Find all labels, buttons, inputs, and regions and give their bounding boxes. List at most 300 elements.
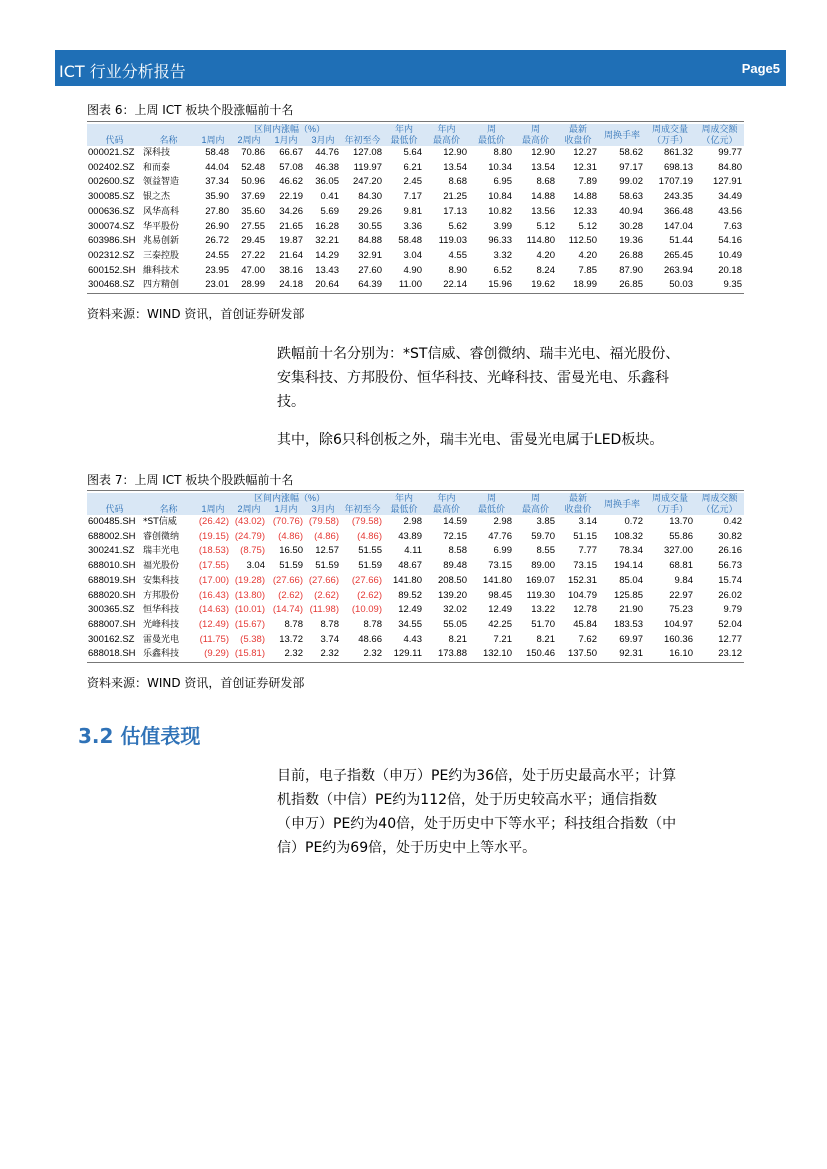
data-cell: 173.88: [424, 647, 469, 662]
data-cell: 13.43: [315, 264, 339, 276]
data-cell: 23.95: [205, 264, 229, 276]
data-cell: 4.43: [403, 633, 422, 645]
header-code: 代码: [87, 504, 142, 515]
table-row: [87, 205, 744, 220]
data-cell: 3.32: [493, 249, 512, 261]
data-cell: 99.77: [718, 147, 742, 158]
header-row-bottom: [87, 135, 744, 146]
data-cell: 26.85: [599, 278, 645, 293]
table1-top-rule: [87, 121, 744, 122]
data-cell: 8.78: [320, 618, 339, 630]
led-paragraph: 其中，除6只科创板之外，瑞丰光电、雷曼光电属于LED板块。: [277, 432, 664, 448]
header-row-top: [87, 124, 744, 135]
data-cell: 3.99: [493, 220, 512, 232]
data-cell: 21.64: [279, 249, 303, 261]
data-cell: 58.63: [619, 191, 643, 203]
data-cell: 3.85: [536, 516, 555, 527]
stock-code: 688002.SH: [88, 530, 136, 542]
data-cell: 12.31: [573, 161, 597, 173]
data-cell: 26.16: [718, 545, 742, 557]
data-cell: 5.12: [578, 220, 597, 232]
data-cell: 23.12: [695, 647, 744, 662]
data-cell: 58.62: [619, 147, 643, 158]
data-cell: 127.08: [352, 147, 382, 158]
data-cell: (79.58): [308, 516, 339, 527]
data-cell: 58.48: [398, 235, 422, 247]
stock-code: 002600.SZ: [88, 176, 135, 188]
paragraph-line: 机指数（中信）PE约为112倍，处于历史较高水平；通信指数: [277, 792, 658, 808]
paragraph-line: 安集科技、方邦股份、恒华科技、光峰科技、雷曼光电、乐鑫科: [277, 370, 669, 386]
data-cell: 5.12: [536, 220, 555, 232]
data-cell: 4.20: [536, 249, 555, 261]
valuation-paragraph: [277, 764, 749, 860]
data-cell: 37.34: [205, 176, 229, 188]
data-cell: 38.16: [279, 264, 303, 276]
data-cell: 10.49: [718, 249, 742, 261]
table-row: [87, 559, 744, 574]
data-cell: 59.70: [531, 530, 555, 542]
data-cell: 147.04: [663, 220, 693, 232]
data-cell: 27.80: [205, 205, 229, 217]
data-cell: 69.97: [619, 633, 643, 645]
data-cell: 87.90: [619, 264, 643, 276]
data-cell: 2.45: [403, 176, 422, 188]
data-cell: 10.34: [488, 161, 512, 173]
stock-code: 603986.SH: [88, 235, 136, 247]
data-cell: 26.88: [619, 249, 643, 261]
data-cell: (27.66): [272, 574, 303, 586]
data-cell: 51.55: [358, 545, 382, 557]
data-cell: (70.76): [272, 516, 303, 527]
data-cell: 12.90: [531, 147, 555, 158]
data-cell: 15.74: [718, 574, 742, 586]
data-cell: 21.90: [619, 604, 643, 616]
data-cell: 8.80: [493, 147, 512, 158]
header-amt-bottom: （亿元）: [695, 135, 744, 146]
data-cell: 73.15: [488, 560, 512, 572]
header-group-label: 区间内涨幅（%）: [195, 493, 384, 504]
data-cell: 72.15: [443, 530, 467, 542]
data-cell: 36.05: [315, 176, 339, 188]
data-cell: 13.70: [669, 516, 693, 527]
header-year_high-top: 年内: [424, 124, 469, 135]
data-cell: 8.90: [448, 264, 467, 276]
data-cell: 8.21: [448, 633, 467, 645]
data-cell: 8.78: [284, 618, 303, 630]
data-cell: 51.44: [669, 235, 693, 247]
data-cell: 16.28: [315, 220, 339, 232]
data-cell: 14.59: [443, 516, 467, 527]
data-cell: (9.29): [195, 647, 231, 662]
paragraph-line: （申万）PE约为40倍，处于历史中下等水平；科技组合指数（中: [277, 816, 677, 832]
header-amt-bottom: （亿元）: [695, 504, 744, 515]
data-cell: 6.99: [493, 545, 512, 557]
data-cell: 2.32: [305, 647, 341, 662]
data-cell: (11.98): [309, 604, 339, 616]
data-cell: 13.72: [279, 633, 303, 645]
data-cell: 5.64: [403, 147, 422, 158]
data-cell: 51.59: [279, 560, 303, 572]
data-cell: (18.53): [198, 545, 229, 557]
data-cell: 6.95: [493, 176, 512, 188]
data-cell: 27.22: [241, 249, 265, 261]
stock-name: 四方精创: [142, 278, 195, 293]
data-cell: 15.96: [469, 278, 514, 293]
data-cell: 32.91: [358, 249, 382, 261]
data-cell: 366.48: [663, 205, 693, 217]
table2-top-rule: [87, 490, 744, 491]
paragraph-line: 跌幅前十名分别为：*ST信威、睿创微纳、瑞丰光电、福光股份、: [277, 346, 680, 362]
data-cell: 4.55: [448, 249, 467, 261]
data-cell: 8.21: [536, 633, 555, 645]
data-cell: (27.66): [308, 574, 339, 586]
header-name: 名称: [142, 504, 195, 515]
stock-code: 300074.SZ: [88, 220, 135, 232]
table2-body: [87, 515, 744, 663]
data-cell: 4.90: [403, 264, 422, 276]
data-cell: 183.53: [613, 618, 643, 630]
table-row: [87, 618, 744, 633]
header-vol-top: 周成交量: [645, 124, 695, 135]
data-cell: 13.54: [531, 161, 555, 173]
stock-code: 300468.SZ: [87, 278, 142, 293]
data-cell: 26.02: [718, 589, 742, 601]
table-row: [87, 161, 744, 176]
header-week_low-bottom: 最低价: [469, 504, 514, 515]
header-last-bottom: 收盘价: [557, 504, 599, 515]
data-cell: 42.25: [488, 618, 512, 630]
data-cell: 8.58: [448, 545, 467, 557]
data-cell: 55.05: [443, 618, 467, 630]
header-m1: 1月内: [267, 504, 305, 515]
table-row: [87, 278, 744, 293]
stock-name: 风华高科: [143, 206, 180, 217]
data-cell: 114.80: [526, 235, 555, 247]
stock-name: 光峰科技: [143, 619, 180, 630]
data-cell: 21.25: [443, 191, 467, 203]
data-cell: 85.04: [619, 574, 643, 586]
data-cell: 57.08: [279, 161, 303, 173]
data-cell: 3.74: [320, 633, 339, 645]
data-cell: 84.30: [358, 191, 382, 203]
data-cell: 0.72: [624, 516, 643, 527]
data-cell: 19.87: [279, 235, 303, 247]
data-cell: 152.31: [567, 574, 597, 586]
data-cell: (17.55): [198, 560, 229, 572]
data-cell: 89.48: [443, 560, 467, 572]
data-cell: 4.11: [404, 545, 422, 557]
data-cell: 37.69: [241, 191, 265, 203]
data-cell: 108.32: [613, 530, 643, 542]
gainers-table: [87, 124, 744, 294]
data-cell: (12.49): [198, 618, 229, 630]
data-cell: 30.28: [619, 220, 643, 232]
data-cell: 12.33: [573, 205, 597, 217]
data-cell: 12.77: [718, 633, 742, 645]
data-cell: (19.15): [198, 530, 229, 542]
data-cell: 51.59: [358, 560, 382, 572]
stock-name: 银之杰: [143, 192, 171, 203]
data-cell: 16.50: [279, 545, 303, 557]
data-cell: 22.14: [424, 278, 469, 293]
data-cell: 14.88: [573, 191, 597, 203]
decliners-paragraph: [277, 342, 749, 414]
report-title: ICT 行业分析报告: [59, 62, 186, 81]
data-cell: 51.15: [573, 530, 597, 542]
data-cell: (4.86): [314, 530, 339, 542]
data-cell: 19.36: [619, 235, 643, 247]
header-amt-top: 周成交额: [695, 124, 744, 135]
stock-name: 安集科技: [143, 575, 180, 586]
report-header-bar: [55, 50, 786, 86]
data-cell: 150.46: [514, 647, 557, 662]
data-cell: 12.49: [398, 604, 422, 616]
stock-name: 兆易创新: [143, 236, 180, 247]
header-w1: 1周内: [195, 504, 231, 515]
data-cell: (2.62): [314, 589, 339, 601]
header-vol-bottom: （万手）: [645, 504, 695, 515]
stock-code: 688007.SH: [88, 618, 136, 630]
data-cell: 13.54: [443, 161, 467, 173]
data-cell: 2.98: [493, 516, 512, 527]
stock-code: 002312.SZ: [88, 249, 135, 261]
table-row: [87, 175, 744, 190]
stock-name: 瑞丰光电: [143, 546, 180, 557]
header-code: 代码: [87, 135, 142, 146]
data-cell: 21.65: [279, 220, 303, 232]
data-cell: 7.21: [493, 633, 512, 645]
data-cell: 52.48: [241, 161, 265, 173]
data-cell: 3.36: [403, 220, 422, 232]
data-cell: 8.24: [536, 264, 555, 276]
data-cell: 48.67: [398, 560, 422, 572]
header-blank: [142, 493, 195, 504]
data-cell: 327.00: [663, 545, 693, 557]
stock-name: 和而泰: [143, 162, 171, 173]
paragraph-line: 目前，电子指数（申万）PE约为36倍，处于历史最高水平；计算: [277, 768, 677, 784]
table1-source: 资料来源：WIND 资讯，首创证券研发部: [87, 307, 305, 321]
stock-name: 华平股份: [143, 221, 180, 232]
header-turnover: 周换手率: [599, 124, 645, 146]
header-w2: 2周内: [231, 135, 267, 146]
header-ytd: 年初至今: [341, 504, 384, 515]
data-cell: 46.62: [279, 176, 303, 188]
data-cell: 29.45: [241, 235, 265, 247]
header-last-top: 最新: [557, 124, 599, 135]
stock-code: 300241.SZ: [88, 545, 135, 557]
data-cell: 7.17: [403, 191, 422, 203]
data-cell: 104.97: [663, 618, 693, 630]
stock-name: 乐鑫科技: [142, 647, 195, 662]
data-cell: 1707.19: [658, 176, 693, 188]
stock-name: *ST信威: [143, 517, 177, 527]
data-cell: 54.16: [718, 235, 742, 247]
data-cell: 5.69: [320, 205, 339, 217]
data-cell: 2.32: [267, 647, 305, 662]
data-cell: (16.43): [198, 589, 229, 601]
table-row: [87, 544, 744, 559]
table1-body: [87, 146, 744, 294]
data-cell: 11.00: [384, 278, 424, 293]
data-cell: 9.84: [674, 574, 693, 586]
data-cell: (79.58): [351, 516, 382, 527]
table2-source: 资料来源：WIND 资讯，首创证券研发部: [87, 676, 305, 690]
table1-caption: 图表 6：上周 ICT 板块个股涨幅前十名: [87, 103, 294, 117]
data-cell: 20.64: [305, 278, 341, 293]
data-cell: 32.02: [443, 604, 467, 616]
header-w2: 2周内: [231, 504, 267, 515]
table-row: [87, 264, 744, 279]
header-ytd: 年初至今: [341, 135, 384, 146]
data-cell: 43.56: [718, 205, 742, 217]
data-cell: 125.85: [613, 589, 643, 601]
data-cell: 247.20: [352, 176, 382, 188]
stock-code: 300085.SZ: [88, 191, 135, 203]
data-cell: 84.88: [358, 235, 382, 247]
data-cell: 75.23: [669, 604, 693, 616]
data-cell: (13.80): [234, 589, 265, 601]
data-cell: 24.18: [267, 278, 305, 293]
data-cell: 26.72: [205, 235, 229, 247]
data-cell: 169.07: [525, 574, 555, 586]
header-blank: [87, 124, 142, 135]
stock-code: 002402.SZ: [88, 161, 135, 173]
header-last-bottom: 收盘价: [557, 135, 599, 146]
header-row-bottom: [87, 504, 744, 515]
data-cell: 3.04: [403, 249, 422, 261]
data-cell: (4.86): [357, 530, 382, 542]
data-cell: 137.50: [557, 647, 599, 662]
data-cell: 26.90: [205, 220, 229, 232]
data-cell: 30.82: [718, 530, 742, 542]
stock-code: 688020.SH: [88, 589, 136, 601]
data-cell: 30.55: [358, 220, 382, 232]
data-cell: 127.91: [712, 176, 742, 188]
data-cell: 243.35: [663, 191, 693, 203]
table-row: [87, 234, 744, 249]
data-cell: (26.42): [198, 516, 229, 527]
stock-code: 600485.SH: [88, 516, 136, 527]
data-cell: (5.38): [240, 633, 265, 645]
paragraph-line: 技。: [277, 394, 305, 410]
page-number: Page5: [741, 61, 780, 76]
header-vol-top: 周成交量: [645, 493, 695, 504]
data-cell: 8.68: [536, 176, 555, 188]
data-cell: 6.21: [403, 161, 422, 173]
stock-code: 000636.SZ: [88, 205, 135, 217]
data-cell: 141.80: [392, 574, 422, 586]
data-cell: 20.18: [718, 264, 742, 276]
data-cell: (10.01): [234, 604, 265, 616]
data-cell: 51.59: [315, 560, 339, 572]
stock-code: 688018.SH: [87, 647, 142, 662]
data-cell: 44.04: [205, 161, 229, 173]
data-cell: 7.63: [723, 220, 742, 232]
header-vol-bottom: （万手）: [645, 135, 695, 146]
header-week_high-top: 周: [514, 124, 557, 135]
data-cell: 104.79: [567, 589, 597, 601]
data-cell: 2.98: [403, 516, 422, 527]
data-cell: 22.97: [669, 589, 693, 601]
table-row: [87, 515, 744, 530]
data-cell: (11.75): [199, 633, 229, 645]
stock-name: 睿创微纳: [143, 531, 180, 542]
stock-name: 深科技: [143, 148, 171, 158]
data-cell: 14.29: [315, 249, 339, 261]
section-heading: 3.2 估值表现: [78, 724, 201, 748]
data-cell: 129.11: [384, 647, 424, 662]
data-cell: 64.39: [341, 278, 384, 293]
header-year_low-bottom: 最低价: [384, 135, 424, 146]
header-m3: 3月内: [305, 135, 341, 146]
header-year_high-bottom: 最高价: [424, 135, 469, 146]
header-amt-top: 周成交额: [695, 493, 744, 504]
data-cell: (2.62): [357, 589, 382, 601]
stock-name: 三泰控股: [143, 250, 180, 261]
data-cell: 35.90: [205, 191, 229, 203]
data-cell: 44.76: [315, 147, 339, 158]
table-row: [87, 589, 744, 604]
header-blank: [142, 124, 195, 135]
header-row-top: [87, 493, 744, 504]
data-cell: 92.31: [599, 647, 645, 662]
stock-name: 雷曼光电: [143, 634, 180, 645]
data-cell: 18.99: [557, 278, 599, 293]
stock-name: 恒华科技: [143, 605, 180, 616]
data-cell: (2.62): [278, 589, 303, 601]
data-cell: 141.80: [482, 574, 512, 586]
data-cell: 12.57: [315, 545, 339, 557]
data-cell: 119.97: [353, 161, 382, 173]
data-cell: 7.89: [578, 176, 597, 188]
data-cell: 14.88: [531, 191, 555, 203]
data-cell: 34.55: [398, 618, 422, 630]
header-blank: [87, 493, 142, 504]
header-last-top: 最新: [557, 493, 599, 504]
table-row: [87, 633, 744, 648]
header-week_low-top: 周: [469, 124, 514, 135]
header-group-label: 区间内涨幅（%）: [195, 124, 384, 135]
data-cell: 43.89: [398, 530, 422, 542]
data-cell: 8.68: [448, 176, 467, 188]
data-cell: 28.99: [231, 278, 267, 293]
data-cell: 13.56: [531, 205, 555, 217]
data-cell: 5.62: [448, 220, 467, 232]
data-cell: (14.63): [198, 604, 229, 616]
data-cell: (10.09): [351, 604, 382, 616]
data-cell: 48.66: [358, 633, 382, 645]
data-cell: 12.27: [573, 147, 597, 158]
data-cell: 51.70: [531, 618, 555, 630]
table1-header: [87, 124, 744, 146]
table-row: [87, 603, 744, 618]
header-name: 名称: [142, 135, 195, 146]
data-cell: 0.41: [320, 191, 339, 203]
data-cell: 32.21: [315, 235, 339, 247]
stock-code: 300365.SZ: [88, 604, 135, 616]
data-cell: 46.38: [315, 161, 339, 173]
data-cell: 112.50: [568, 235, 597, 247]
header-week_low-top: 周: [469, 493, 514, 504]
table-row: [87, 146, 744, 161]
header-week_high-top: 周: [514, 493, 557, 504]
data-cell: 89.00: [531, 560, 555, 572]
data-cell: (24.79): [234, 530, 265, 542]
data-cell: 29.26: [358, 205, 382, 217]
data-cell: (19.28): [234, 574, 265, 586]
data-cell: 89.52: [398, 589, 422, 601]
table-row: [87, 220, 744, 235]
